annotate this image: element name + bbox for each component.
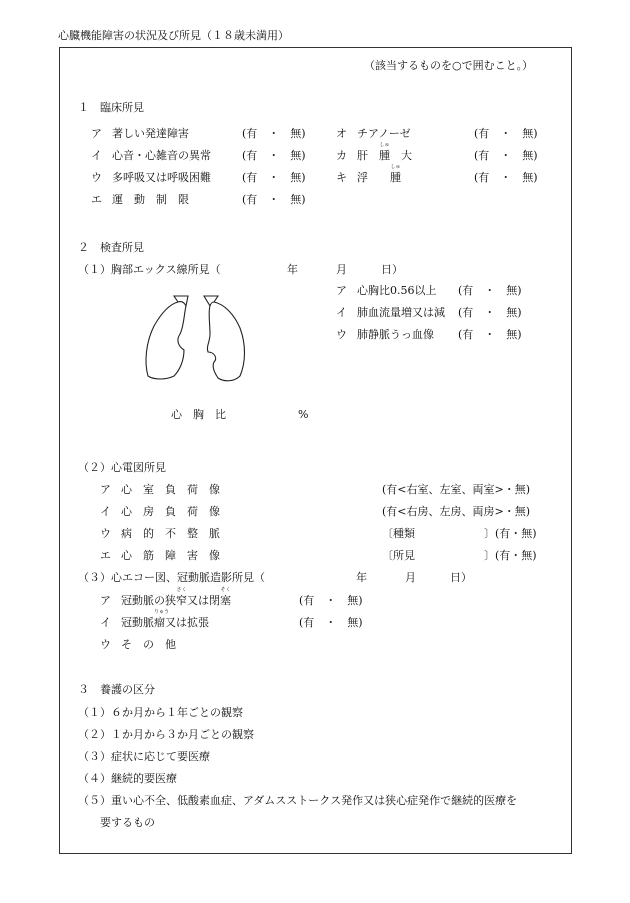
- ruby-base: 塞: [220, 594, 231, 607]
- care-option[interactable]: （５）重い心不全、低酸素血症、アダムスストークス発作又は狭心症発作で継続的医療を: [78, 794, 518, 807]
- xray-finding-label: 肺血流量増又は減: [357, 306, 445, 319]
- clinical-item-label: [357, 142, 412, 163]
- ruby-char: [176, 587, 187, 608]
- echo-item-label: [121, 609, 209, 630]
- ecg-item-label: 心 房 負 荷 像: [121, 505, 220, 518]
- section-clinical-heading: １ 臨床所見: [78, 101, 144, 114]
- xray-finding-label: 肺静脈うっ血像: [357, 328, 434, 341]
- ruby-char: [390, 164, 401, 185]
- ruby-char: [379, 142, 390, 163]
- label-text: 又は拡張: [165, 616, 209, 629]
- section-exam-heading: ２ 検査所見: [78, 241, 144, 254]
- ruby-char: [154, 609, 170, 630]
- label-text: 冠動脈: [121, 616, 154, 629]
- arrhythmia-option[interactable]: 〕(有・無): [484, 527, 537, 540]
- care-option-continuation: 要するもの: [100, 816, 155, 829]
- xray-finding-option[interactable]: (有 ・ 無): [458, 328, 522, 341]
- left-lung-outline: [207, 302, 244, 381]
- echo-date-day: 日）: [450, 571, 472, 584]
- page-title: 心臓機能障害の状況及び所見（１８歳未満用）: [58, 29, 289, 42]
- clinical-item-label: [357, 164, 401, 185]
- furigana: りゅう: [154, 609, 170, 615]
- care-option[interactable]: （１）６か月から１年ごとの観察: [78, 706, 243, 719]
- xray-label: （１）胸部エックス線所見（: [78, 263, 221, 276]
- clinical-item-option[interactable]: (有 ・ 無): [242, 149, 306, 162]
- instruction-note: （該当するものを○で囲むこと。）: [364, 59, 534, 72]
- clinical-item-label: チアノーゼ: [357, 127, 411, 140]
- xray-finding-mark: ウ: [336, 328, 347, 341]
- clinical-item-mark: ア: [91, 127, 102, 140]
- care-option[interactable]: （２）１か月から３か月ごとの観察: [78, 728, 254, 741]
- clinical-item-option[interactable]: (有 ・ 無): [242, 127, 306, 140]
- echo-item-mark: イ: [100, 616, 111, 629]
- echo-date-month: 月: [405, 571, 416, 584]
- clinical-item-mark: カ: [336, 149, 347, 162]
- clinical-item-label: 多呼吸又は呼吸困難: [112, 171, 211, 184]
- label-text: 又は閉: [187, 594, 220, 607]
- label-text: 冠動脈の狭: [121, 594, 176, 607]
- furigana: しゅ: [379, 142, 390, 148]
- clinical-item-label: 心音・心雑音の異常: [112, 149, 211, 162]
- clinical-item-mark: キ: [336, 171, 347, 184]
- xray-date-month: 月: [336, 263, 347, 276]
- ruby-base: 窄: [176, 594, 187, 607]
- echo-item-mark: ウ: [100, 638, 111, 651]
- furigana: そく: [220, 587, 231, 593]
- clinical-item-mark: イ: [91, 149, 102, 162]
- clinical-item-option[interactable]: (有 ・ 無): [242, 193, 306, 206]
- cardiothoracic-ratio-unit: %: [298, 408, 309, 421]
- ruby-base: 腫: [379, 149, 390, 162]
- section-care-heading: ３ 養護の区分: [78, 683, 155, 696]
- xray-finding-option[interactable]: (有 ・ 無): [458, 284, 522, 297]
- label-text: 肝: [357, 149, 379, 162]
- xray-date-day: 日）: [381, 263, 403, 276]
- ruby-base: 腫: [390, 171, 401, 184]
- clinical-item-option[interactable]: (有 ・ 無): [474, 127, 538, 140]
- ecg-item-option[interactable]: (有<右房、左房、両房>・無): [382, 505, 531, 518]
- arrhythmia-type-field[interactable]: 〔種類: [382, 527, 415, 540]
- xray-finding-label: 心胸比0.56以上: [357, 284, 437, 297]
- right-bronchus-outline: [174, 296, 188, 306]
- cardiothoracic-ratio-label: 心 胸 比: [171, 408, 226, 421]
- ruby-base: 瘤: [154, 616, 165, 629]
- echo-item-option[interactable]: (有 ・ 無): [299, 594, 363, 607]
- ecg-label: （２）心電図所見: [78, 461, 166, 474]
- label-text: 浮: [357, 171, 390, 184]
- echo-item-label: [121, 587, 231, 608]
- xray-finding-option[interactable]: (有 ・ 無): [458, 306, 522, 319]
- clinical-item-option[interactable]: (有 ・ 無): [474, 171, 538, 184]
- right-lung-outline: [146, 302, 186, 379]
- clinical-item-mark: エ: [91, 193, 102, 206]
- echo-label: （３）心エコー図、冠動脈造影所見（: [78, 571, 265, 584]
- clinical-item-option[interactable]: (有 ・ 無): [474, 149, 538, 162]
- xray-finding-mark: イ: [336, 306, 347, 319]
- ruby-char: [220, 587, 231, 608]
- clinical-item-label: 著しい発達障害: [112, 127, 189, 140]
- label-text: 大: [390, 149, 412, 162]
- xray-finding-mark: ア: [336, 284, 347, 297]
- clinical-item-mark: オ: [336, 127, 347, 140]
- furigana: さく: [176, 587, 187, 593]
- xray-date-year: 年: [287, 263, 298, 276]
- echo-date-year: 年: [356, 571, 367, 584]
- ecg-item-label: 心 筋 障 害 像: [121, 549, 220, 562]
- clinical-item-mark: ウ: [91, 171, 102, 184]
- myocardial-option[interactable]: 〕(有・無): [484, 549, 537, 562]
- ecg-item-mark: イ: [100, 505, 111, 518]
- clinical-item-label: 運 動 制 限: [112, 193, 189, 206]
- ecg-item-mark: エ: [100, 549, 111, 562]
- myocardial-finding-field[interactable]: 〔所見: [382, 549, 415, 562]
- ecg-item-mark: ア: [100, 483, 111, 496]
- echo-item-option[interactable]: (有 ・ 無): [299, 616, 363, 629]
- ecg-item-label: 心 室 負 荷 像: [121, 483, 220, 496]
- echo-item-mark: ア: [100, 594, 111, 607]
- ecg-item-label: 病 的 不 整 脈: [121, 527, 220, 540]
- clinical-item-option[interactable]: (有 ・ 無): [242, 171, 306, 184]
- chest-lungs-diagram: [140, 296, 260, 396]
- echo-item-label: そ の 他: [121, 638, 176, 651]
- ecg-item-option[interactable]: (有<右室、左室、両室>・無): [382, 483, 531, 496]
- ecg-item-mark: ウ: [100, 527, 111, 540]
- care-option[interactable]: （３）症状に応じて要医療: [78, 750, 210, 763]
- care-option[interactable]: （４）継続的要医療: [78, 772, 177, 785]
- furigana: しゅ: [390, 164, 401, 170]
